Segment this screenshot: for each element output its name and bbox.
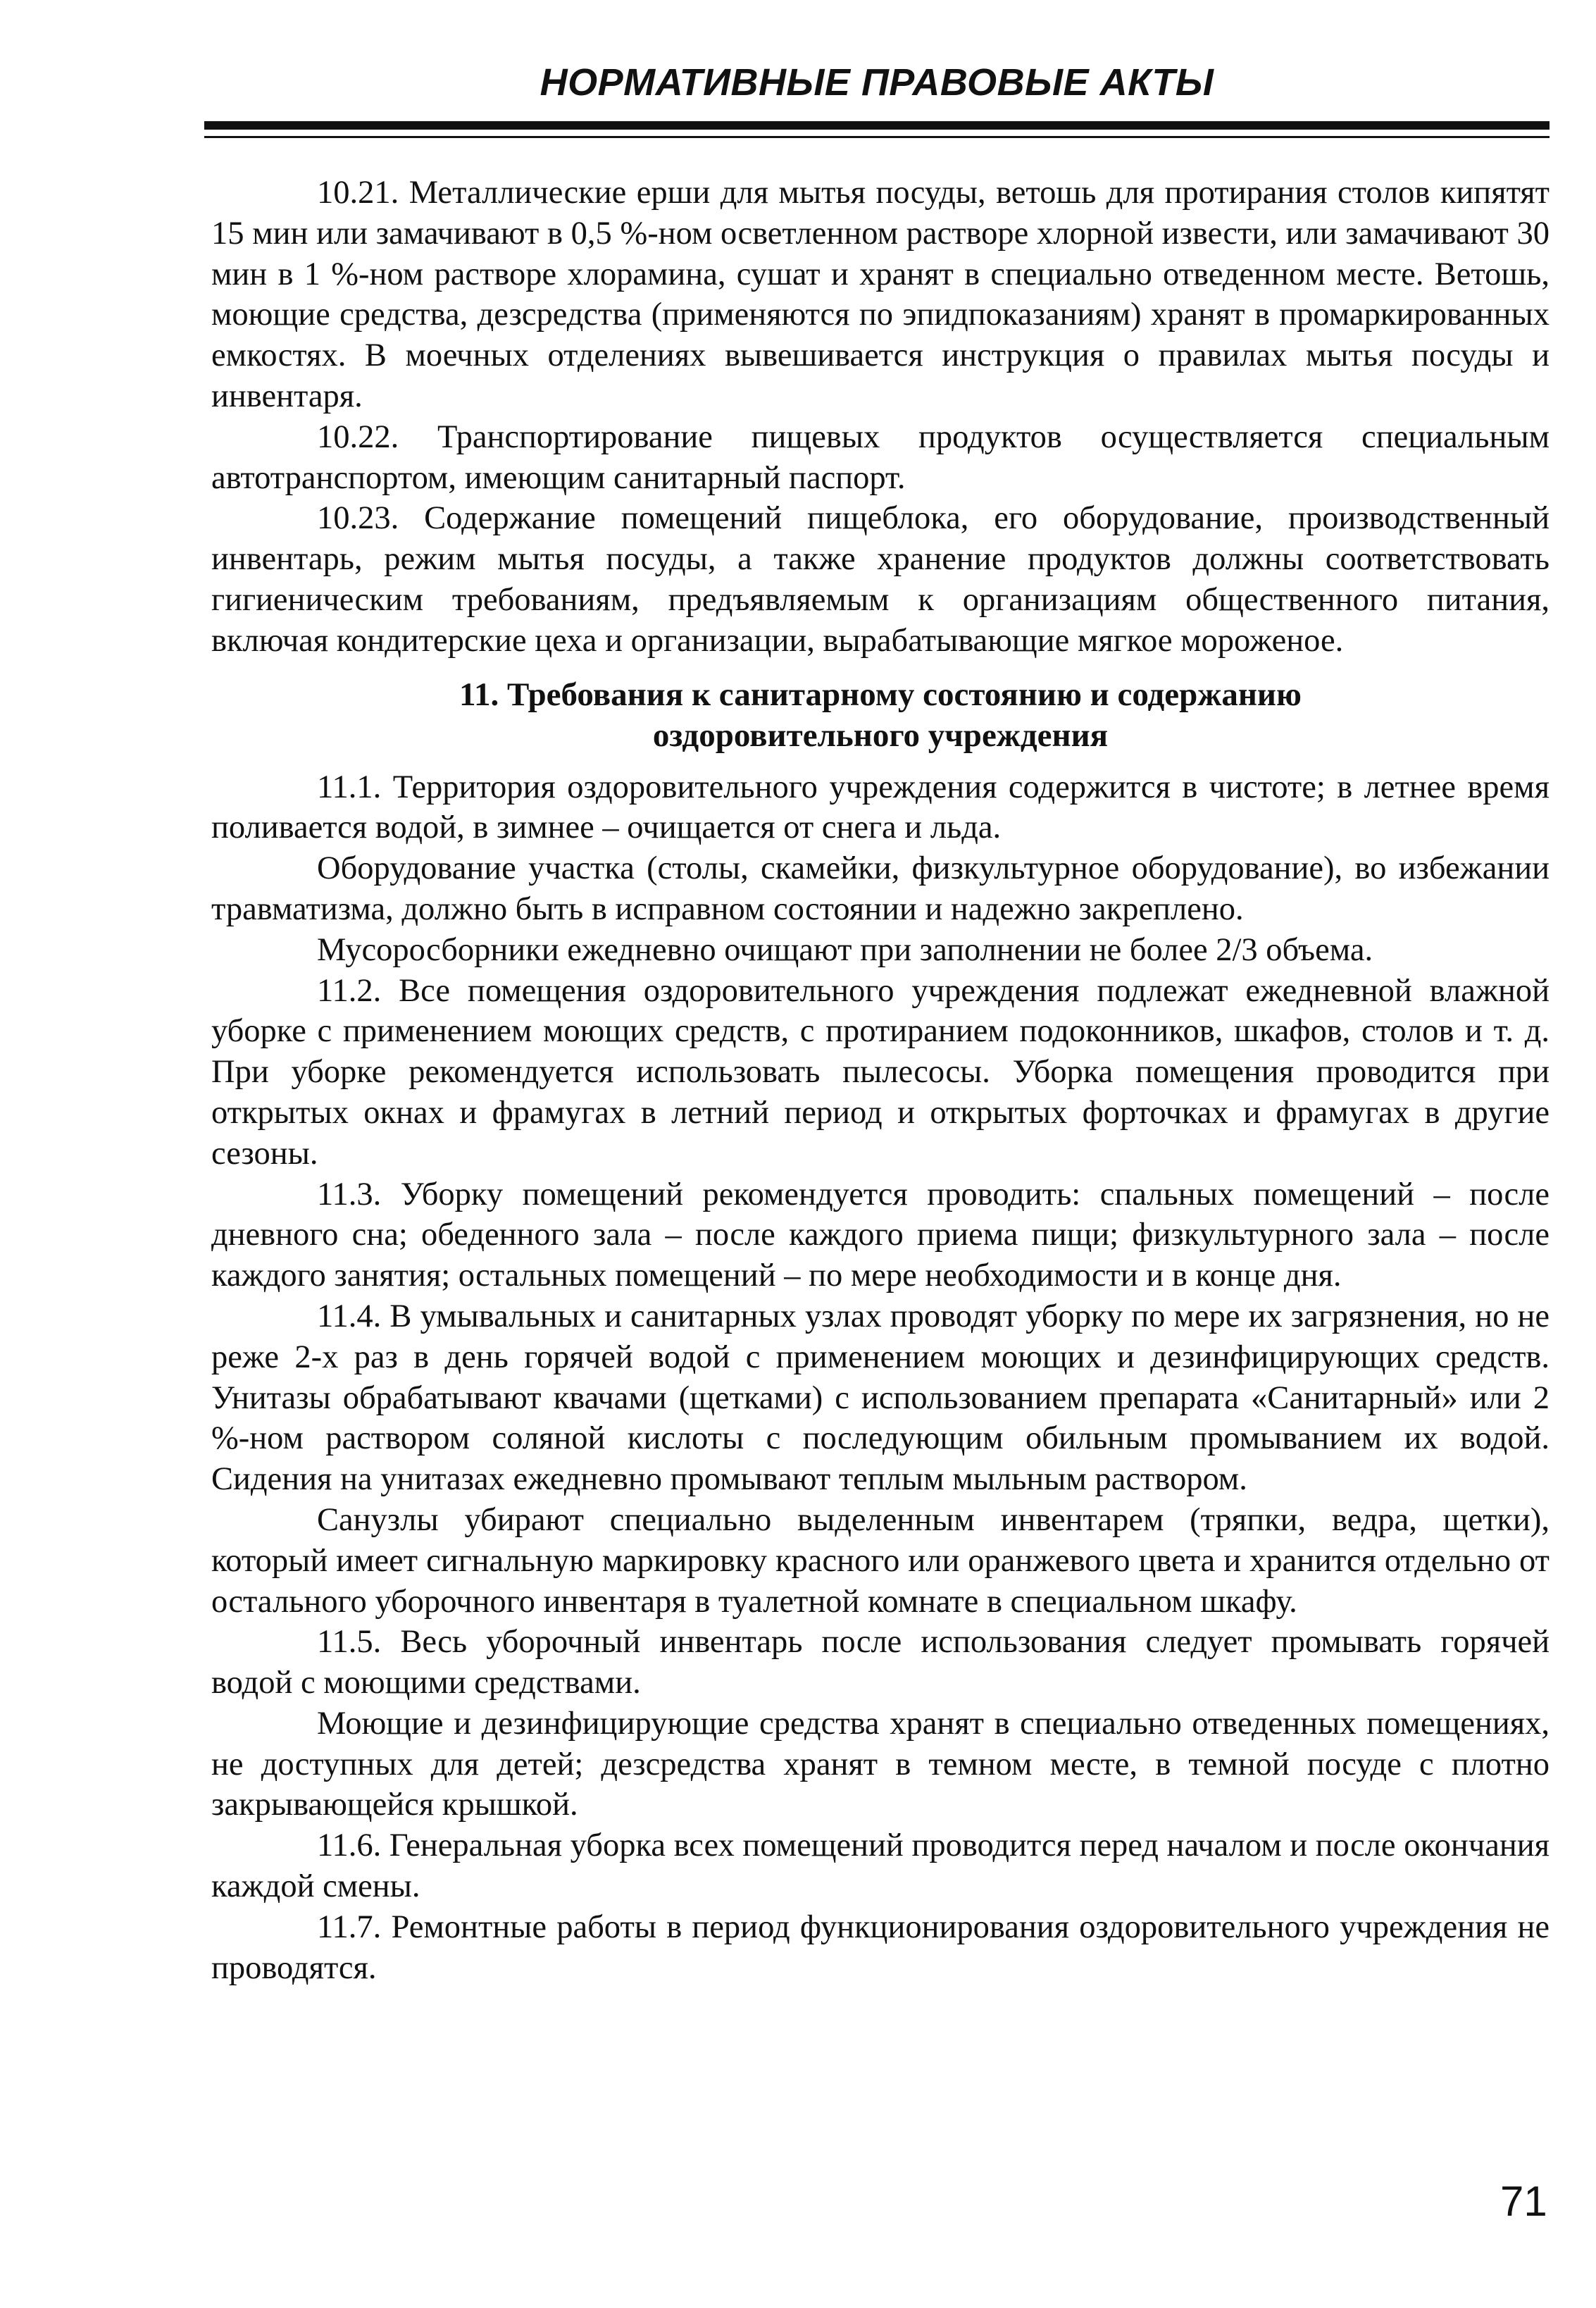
paragraph-sanitary-rooms: Санузлы убирают специально выделенным инвентарем (тряпки, ведра, щетки), который имеет сигнальную маркировку красного или оранжевого цвета и хранится отдельно от остального уборочного инвентаря в туалетной комнате в специальном шкафу. [211,1501,1550,1620]
section-heading-line1: 11. Требования к санитарному состоянию и содержанию [459,676,1302,713]
paragraph-11-6: 11.6. Генеральная уборка всех помещений проводится перед началом и после окончания каждой смены. [211,1828,1550,1905]
paragraph-detergents: Моющие и дезинфицирующие средства хранят в специально отведенных помещениях, не доступных для детей; дезсредства хранят в темном месте, в темной посуде с плотно закрывающейся крышкой. [211,1705,1550,1823]
section-heading-line2: оздоровительного учреждения [652,716,1109,754]
header-title: НОРМАТИВНЫЕ ПРАВОВЫЕ АКТЫ [540,61,1214,104]
paragraph-10-23: 10.23. Содержание помещений пищеблока, его оборудование, производственный инвентарь, режим мытья посуды, а также хранение продуктов должны соответствовать гигиеническим требованиям, предъявляемым к организациям общественного питания, включая кондитерские цеха и организации, вырабатывающие мягкое мороженое. [211,500,1550,659]
paragraph-11-3: 11.3. Уборку помещений рекомендуется проводить: спальных помещений – после дневного сна; обеденного зала – после каждого приема пищи; физкультурного зала – после каждого занятия; остальных помещений – по мере необходимости и в конце дня. [211,1176,1550,1294]
paragraph-11-2: 11.2. Все помещения оздоровительного учреждения подлежат ежедневной влажной уборке с применением моющих средств, с протиранием подоконников, шкафов, столов и т. д. При уборке рекомендуется использовать пылесосы. Уборка помещения проводится при открытых окнах и фрамугах в летний период и открытых форточках и фрамугах в другие сезоны. [211,972,1550,1172]
paragraph-10-21: 10.21. Металлические ерши для мытья посуды, ветошь для протирания столов кипятят 15 мин или замачивают в 0,5 %-ном осветленном растворе хлорной извести, или замачивают 30 мин в 1 %-ном растворе хлорамина, сушат и хранят в специально отведенном месте. Ветошь, моющие средства, дезсредства (применяются по эпидпоказаниям) хранят в промаркированных емкостях. В моечных отделениях вывешивается инструкция о правилах мытья посуды и инвентаря. [211,175,1550,414]
page-number: 71 [1500,2178,1547,2225]
paragraph-11-5: 11.5. Весь уборочный инвентарь после использования следует промывать горячей водой с моющими средствами. [211,1624,1550,1701]
header-rule-thin [204,136,1550,138]
body-text [211,173,1550,1988]
paragraph-11-4: 11.4. В умывальных и санитарных узлах проводят уборку по мере их загрязнения, но не реже 2-х раз в день горячей водой с применением моющих и дезинфицирующих средств. Унитазы обрабатывают квачами (щетками) с использованием препарата «Санитарный» или 2 %-ном раствором соляной кислоты с последующим обильным промыванием их водой. Сидения на унитазах ежедневно промывают теплым мыльным раствором. [211,1298,1550,1498]
running-header [204,61,1550,104]
header-rule-thick [204,121,1550,130]
paragraph-11-1: 11.1. Территория оздоровительного учреждения содержится в чистоте; в летнее время поливается водой, в зимнее – очищается от снега и льда. [211,769,1550,846]
paragraph-equipment: Оборудование участка (столы, скамейки, физкультурное оборудование), во избежании травматизма, должно быть в исправном состоянии и надежно закреплено. [211,850,1550,927]
section-heading [211,674,1550,756]
paragraph-11-7: 11.7. Ремонтные работы в период функционирования оздоровительного учреждения не проводятся. [211,1909,1550,1986]
paragraph-waste-bins: Мусоросборники ежедневно очищают при заполнении не более 2/3 объема. [317,931,1373,968]
paragraph-10-22: 10.22. Транспортирование пищевых продуктов осуществляется специальным автотранспортом, имеющим санитарный паспорт. [211,418,1550,496]
